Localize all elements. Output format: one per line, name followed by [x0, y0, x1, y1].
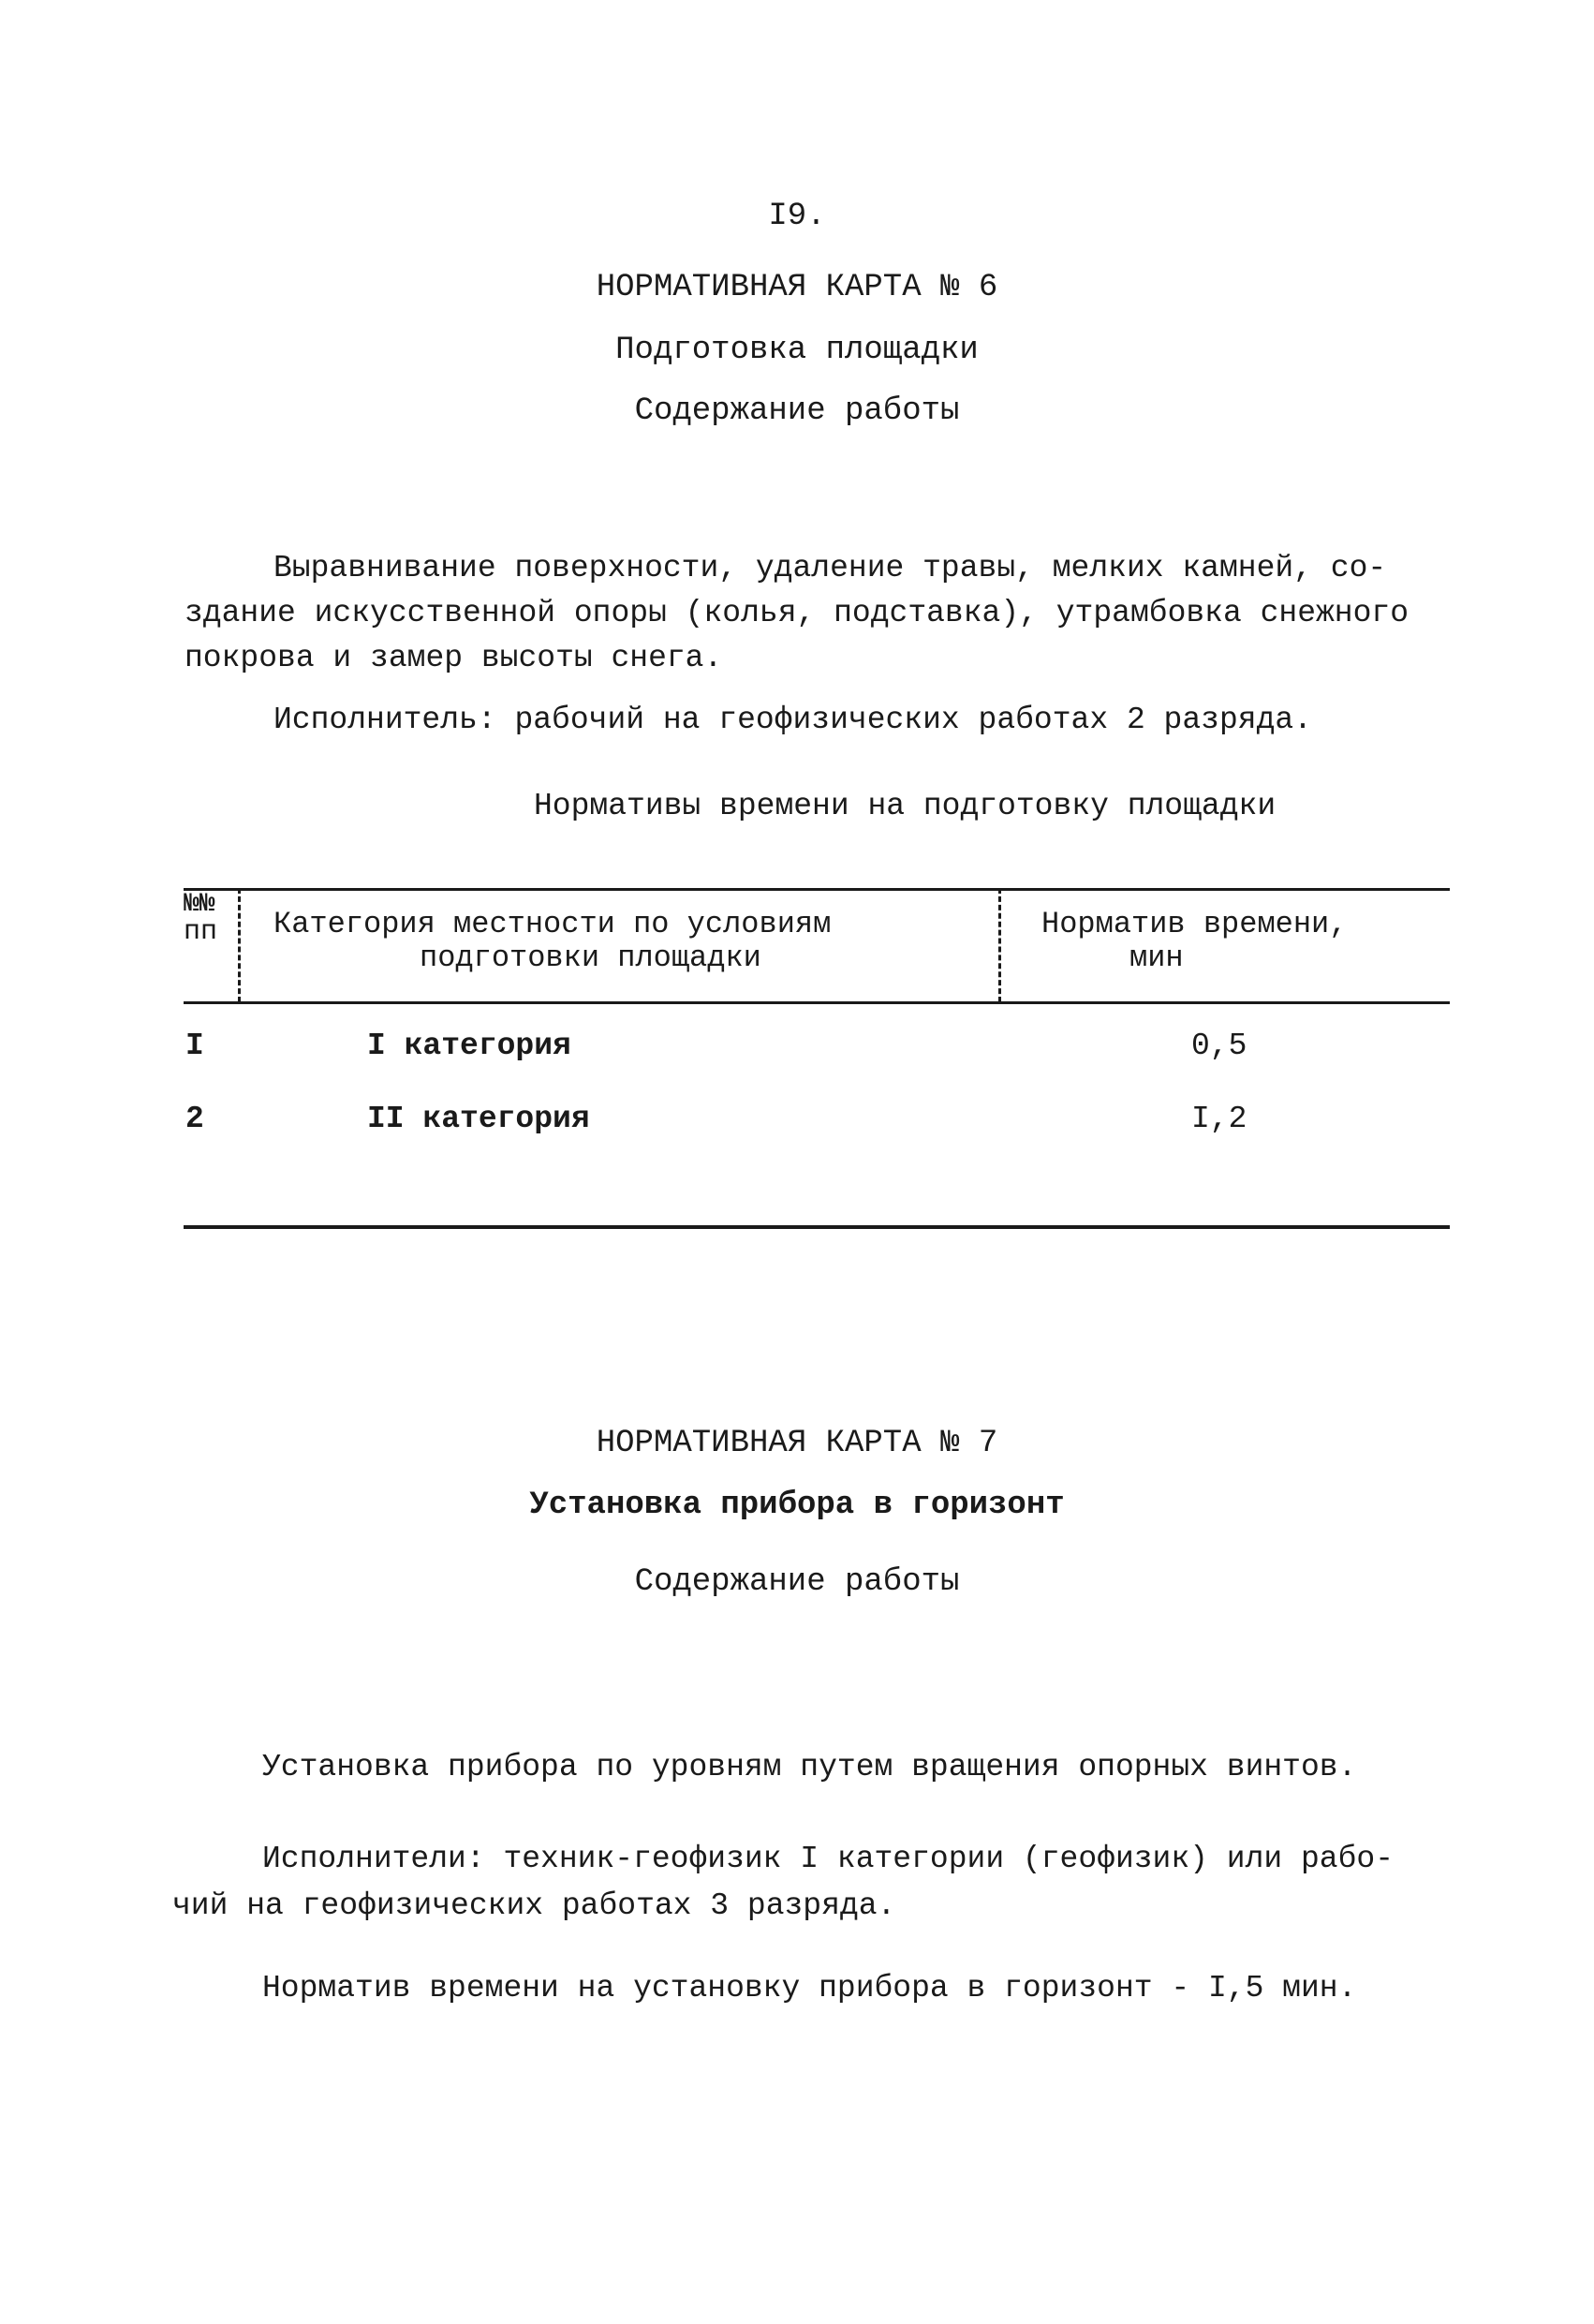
header-num-line-2: пп: [184, 916, 218, 948]
row-num: I: [185, 1029, 204, 1063]
table-col-divider-1: [238, 888, 241, 1002]
card7-title: НОРМАТИВНАЯ КАРТА № 7: [596, 1426, 998, 1461]
table-bottom-rule: [184, 1225, 1450, 1229]
card7-subtitle: Установка прибора в горизонт: [529, 1488, 1065, 1523]
table-top-rule: [184, 888, 1450, 891]
card7-performers-line-2: чий на геофизических работах 3 разряда.: [172, 1888, 896, 1923]
header-num-line-1: №№: [184, 890, 215, 919]
row-norm: I,2: [1191, 1102, 1247, 1136]
card7-norm: Норматив времени на установку прибора в горизонт - I,5 мин.: [262, 1971, 1357, 2006]
header-category-line-1: Категория местности по условиям: [273, 907, 832, 941]
card6-performer: Исполнитель: рабочий на геофизических работах 2 разряда.: [273, 703, 1312, 737]
card7-performers-line-1: Исполнители: техник-геофизик I категории (геофизик) или рабо-: [262, 1842, 1394, 1876]
page-number: I9.: [768, 199, 826, 234]
table-header-rule: [184, 1001, 1450, 1004]
header-norm-line-1: Норматив времени,: [1041, 907, 1348, 941]
row-num: 2: [185, 1102, 204, 1136]
card6-title: НОРМАТИВНАЯ КАРТА № 6: [596, 270, 998, 305]
row-category: I категория: [367, 1029, 571, 1063]
row-norm: 0,5: [1191, 1029, 1247, 1063]
header-category-line-2: подготовки площадки: [420, 940, 761, 975]
card6-description-line-3: покрова и замер высоты снега.: [184, 641, 723, 675]
card6-table-title: Нормативы времени на подготовку площадки: [534, 789, 1277, 823]
card7-description: Установка прибора по уровням путем вращения опорных винтов.: [262, 1750, 1357, 1784]
card6-content-heading: Содержание работы: [634, 393, 960, 429]
card6-subtitle: Подготовка площадки: [615, 333, 979, 368]
header-norm-line-2: мин: [1129, 940, 1184, 975]
row-category: II категория: [367, 1102, 590, 1136]
card7-content-heading: Содержание работы: [634, 1564, 960, 1600]
card6-description-line-2: здание искусственной опоры (колья, подставка), утрамбовка снежного: [184, 596, 1410, 630]
card6-description-line-1: Выравнивание поверхности, удаление травы, мелких камней, со-: [273, 551, 1387, 585]
table-col-divider-2: [998, 888, 1001, 1002]
